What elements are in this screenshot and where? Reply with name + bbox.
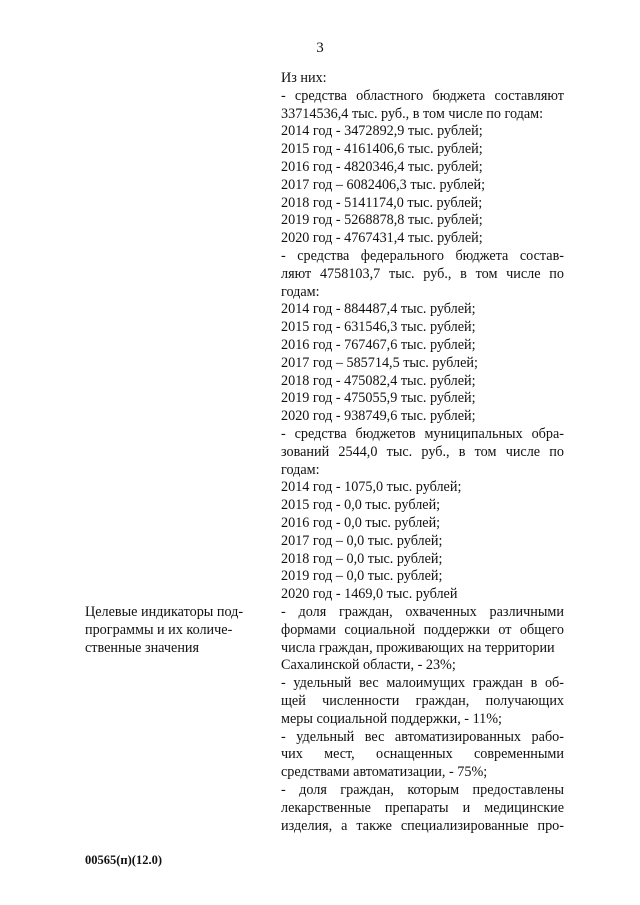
indicator-line: - доля граждан, охваченных различными bbox=[281, 604, 564, 620]
document-code: 00565(п)(12.0) bbox=[85, 853, 162, 867]
indicator-line: чих мест, оснащенных современными bbox=[281, 746, 564, 763]
regional-year-2015: 2015 год - 4161406,6 тыс. рублей; bbox=[281, 141, 483, 158]
indicators-label bbox=[85, 604, 265, 657]
municipal-year-2018: 2018 год – 0,0 тыс. рублей; bbox=[281, 550, 443, 567]
funding-sources-block bbox=[281, 70, 564, 604]
funding-intro: Из них: bbox=[281, 70, 327, 86]
indicator-line: меры социальной поддержки, - 11%; bbox=[281, 710, 503, 727]
regional-year-2014: 2014 год - 3472892,9 тыс. рублей; bbox=[281, 123, 483, 140]
federal-year-2014: 2014 год - 884487,4 тыс. рублей; bbox=[281, 301, 476, 318]
regional-year-2016: 2016 год - 4820346,4 тыс. рублей; bbox=[281, 158, 483, 175]
indicator-item bbox=[281, 729, 564, 782]
indicators-label-line: ственные значения bbox=[85, 639, 200, 656]
federal-budget-line: годам: bbox=[281, 283, 320, 300]
indicator-item bbox=[281, 675, 564, 728]
federal-year-2017: 2017 год – 585714,5 тыс. рублей; bbox=[281, 354, 478, 371]
indicator-line: средствами автоматизации, - 75%; bbox=[281, 764, 488, 781]
indicator-line: щей численности граждан, получающих bbox=[281, 692, 564, 709]
municipal-budget-line: - средства бюджетов муниципальных обра- bbox=[281, 425, 564, 442]
federal-budget-line: - средства федерального бюджета состав- bbox=[281, 247, 564, 264]
regional-year-2019: 2019 год - 5268878,8 тыс. рублей; bbox=[281, 212, 483, 229]
indicators-list bbox=[281, 604, 564, 835]
municipal-year-2016: 2016 год - 0,0 тыс. рублей; bbox=[281, 514, 441, 531]
indicator-line: формами социальной поддержки от общего bbox=[281, 621, 564, 638]
indicator-line: лекарственные препараты и медицинские bbox=[281, 799, 564, 816]
federal-budget-section bbox=[281, 248, 564, 426]
municipal-budget-line: зований 2544,0 тыс. руб., в том числе по bbox=[281, 443, 564, 460]
regional-budget-section bbox=[281, 88, 564, 248]
indicators-label-line: Целевые индикаторы под- bbox=[85, 604, 244, 620]
federal-year-2018: 2018 год - 475082,4 тыс. рублей; bbox=[281, 372, 476, 389]
municipal-year-2015: 2015 год - 0,0 тыс. рублей; bbox=[281, 497, 441, 514]
indicator-line: - доля граждан, которым предоставлены bbox=[281, 781, 564, 798]
municipal-budget-line: годам: bbox=[281, 461, 320, 478]
regional-year-2017: 2017 год – 6082406,3 тыс. рублей; bbox=[281, 176, 486, 193]
indicator-line: числа граждан, проживающих на территории Сахалинской области, - 23%; bbox=[281, 639, 555, 674]
municipal-year-2014: 2014 год - 1075,0 тыс. рублей; bbox=[281, 479, 462, 496]
municipal-year-2017: 2017 год – 0,0 тыс. рублей; bbox=[281, 532, 443, 549]
indicator-line: - удельный вес малоимущих граждан в об- bbox=[281, 675, 564, 692]
federal-year-2019: 2019 год - 475055,9 тыс. рублей; bbox=[281, 390, 476, 407]
regional-year-2018: 2018 год - 5141174,0 тыс. рублей; bbox=[281, 194, 483, 211]
indicator-item bbox=[281, 782, 564, 835]
regional-year-2020: 2020 год - 4767431,4 тыс. рублей; bbox=[281, 230, 483, 247]
federal-year-2016: 2016 год - 767467,6 тыс. рублей; bbox=[281, 336, 476, 353]
indicator-line: - удельный вес автоматизированных рабо- bbox=[281, 728, 564, 745]
regional-budget-line: 33714536,4 тыс. руб., в том числе по годам: bbox=[281, 105, 544, 122]
indicators-label-line: программы и их количе- bbox=[85, 621, 233, 638]
municipal-year-2020: 2020 год - 1469,0 тыс. рублей bbox=[281, 586, 458, 603]
indicator-item bbox=[281, 604, 564, 675]
federal-year-2020: 2020 год - 938749,6 тыс. рублей; bbox=[281, 408, 476, 425]
federal-year-2015: 2015 год - 631546,3 тыс. рублей; bbox=[281, 319, 476, 336]
municipal-year-2019: 2019 год – 0,0 тыс. рублей; bbox=[281, 568, 443, 585]
federal-budget-line: ляют 4758103,7 тыс. руб., в том числе по bbox=[281, 265, 564, 282]
indicator-line: изделия, а также специализированные про- bbox=[281, 817, 564, 834]
page-number: 3 bbox=[316, 40, 324, 56]
regional-budget-line: - средства областного бюджета составляют bbox=[281, 87, 564, 104]
municipal-budget-section bbox=[281, 426, 564, 604]
